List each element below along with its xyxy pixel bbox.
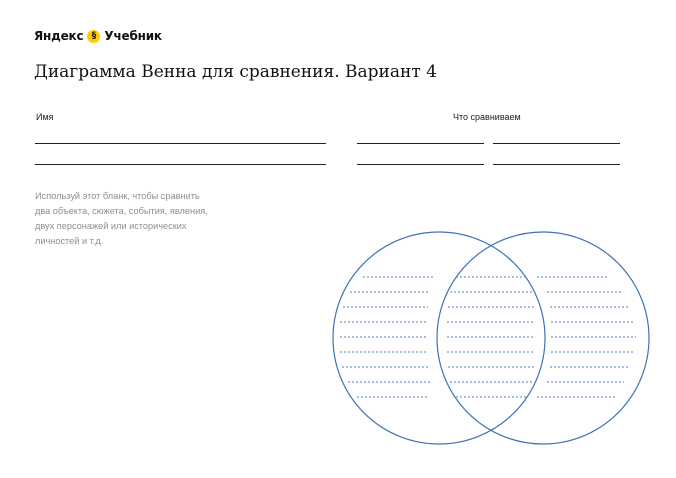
compare-label: Что сравниваем bbox=[453, 112, 521, 122]
logo-text-right: Учебник bbox=[104, 29, 162, 43]
logo-text-left: Яндекс bbox=[34, 29, 84, 43]
name-label: Имя bbox=[36, 112, 54, 122]
logo-mark-icon: § bbox=[87, 30, 100, 43]
page-title: Диаграмма Венна для сравнения. Вариант 4 bbox=[34, 62, 437, 82]
venn-circle-left bbox=[333, 232, 545, 444]
instruction-text: Используй этот бланк, чтобы сравнить два объекта, сюжета, события, явления, двух персонажей или исторических личностей и т.д. bbox=[35, 191, 208, 246]
venn-circle-right bbox=[437, 232, 649, 444]
writing-lines bbox=[340, 277, 636, 397]
